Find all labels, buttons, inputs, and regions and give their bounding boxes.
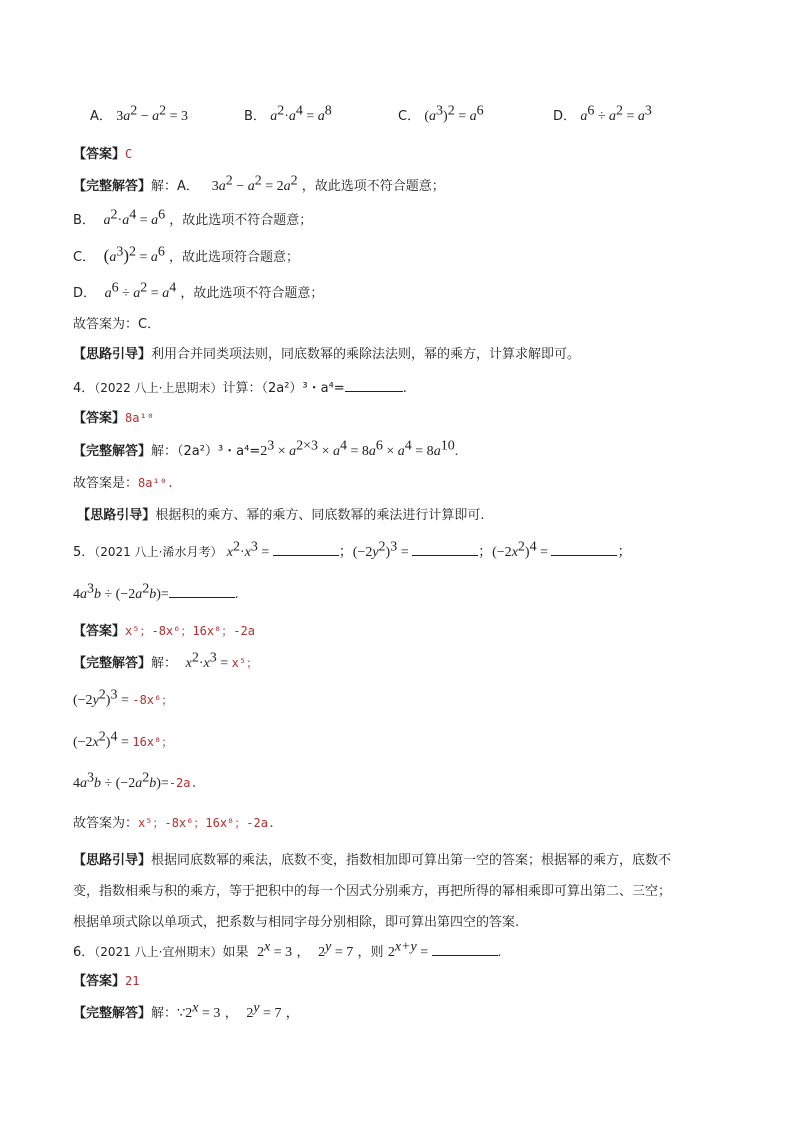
q5-solution-2: $(-2y^2)^3 = -8x^6$；	[73, 687, 174, 708]
q5-blank-2[interactable]	[412, 541, 478, 556]
q5-solution-4: $4a^3b \div (-2a^2b)=-2a$.	[73, 770, 198, 791]
q5-blank-4[interactable]	[169, 583, 235, 598]
q5-stem-line2: $4a^3b \div (-2a^2b)=$ .	[73, 581, 239, 602]
q4-stem: 4．（2022 八上·上思期末）计算：（2a²）³・a⁴= .	[73, 377, 407, 399]
option-b: B． $a^2\cdot a^4 = a^8$	[244, 103, 332, 124]
q4-answer: 【答案】8a¹⁰	[73, 411, 154, 426]
q3-solution-a: 【完整解答】解：A． $3a^2 - a^2 = 2a^2$ ，故此选项不符合题意；	[73, 173, 445, 194]
q3-solution-d: D． $a^6 \div a^2 = a^4$ ，故此选项不符合题意；	[73, 280, 324, 301]
q5-hint: 【思路引导】根据同底数幂的乘法，底数不变，指数相加即可算出第一空的答案；根据幂的乘方，底数不 变，指数相乘与积的乘方，等于把积中的每一个因式分别乘方，再把所得的幂相乘即可算出第二、三空； 根据单项式除以单项式，把系数与相同字母分别相除，即可算出第四空的答案.	[73, 853, 672, 930]
q5-solution-3: $(-2x^2)^4 = 16x^8$；	[73, 729, 174, 750]
q5-blank-3[interactable]	[551, 541, 617, 556]
q3-answer: 【答案】C	[73, 147, 133, 162]
q6-solution: 【完整解答】解：$\because 2^x = 3$ ， $2^y = 7$ ，	[73, 1000, 299, 1021]
q6-stem: 6．（2021 八上·宜州期末）如果 $2^x = 3$ ， $2^y = 7$ ，则 $2^{x+y}$ = .	[73, 939, 502, 960]
q6-blank[interactable]	[432, 941, 498, 956]
q4-hint: 【思路引导】根据积的乘方、幂的乘方、同底数幂的乘法进行计算即可.	[77, 508, 485, 523]
q4-solution: 【完整解答】解：（2a²）³・$a^4=2^3 \times a^{2\times 3} \times a^4 = 8a^6 \times a^4 = 8a^{10}$.	[73, 438, 459, 459]
option-d: D． $a^6 \div a^2 = a^3$	[553, 103, 652, 124]
q5-blank-1[interactable]	[273, 541, 339, 556]
q3-solution-b: B． $a^2\cdot a^4 = a^6$ ，故此选项不符合题意；	[73, 207, 313, 228]
q4-blank[interactable]	[345, 377, 403, 392]
q5-solution-1: 【完整解答】解： $x^2\cdot x^3 = x^5$；	[73, 650, 259, 671]
option-c: C． $(a^3)^2 = a^6$	[398, 103, 484, 124]
q6-answer: 【答案】21	[73, 974, 140, 989]
q3-hint: 【思路引导】利用合并同类项法则，同底数幂的乘除法法则，幂的乘方，计算求解即可。	[73, 347, 581, 362]
option-a: A． $3a^2 - a^2 = 3$	[90, 103, 189, 124]
q3-conclusion: 故答案为：C．	[73, 317, 161, 332]
q5-conclusion: 故答案为：x⁵；-8x⁶；16x⁸；-2a.	[73, 816, 276, 831]
q3-solution-c: C． $(a^3)^2 = a^6$ ，故此选项符合题意；	[73, 244, 300, 265]
q4-conclusion: 故答案是：8a¹⁰.	[73, 476, 175, 491]
q5-stem-line1: 5．（2021 八上·浠水月考） $x^2\cdot x^3$ = ；$(-2y^2)^3$ = ；$(-2x^2)^4$ = ；	[73, 539, 632, 560]
q5-answer: 【答案】x⁵；-8x⁶；16x⁸；-2a	[73, 624, 255, 639]
